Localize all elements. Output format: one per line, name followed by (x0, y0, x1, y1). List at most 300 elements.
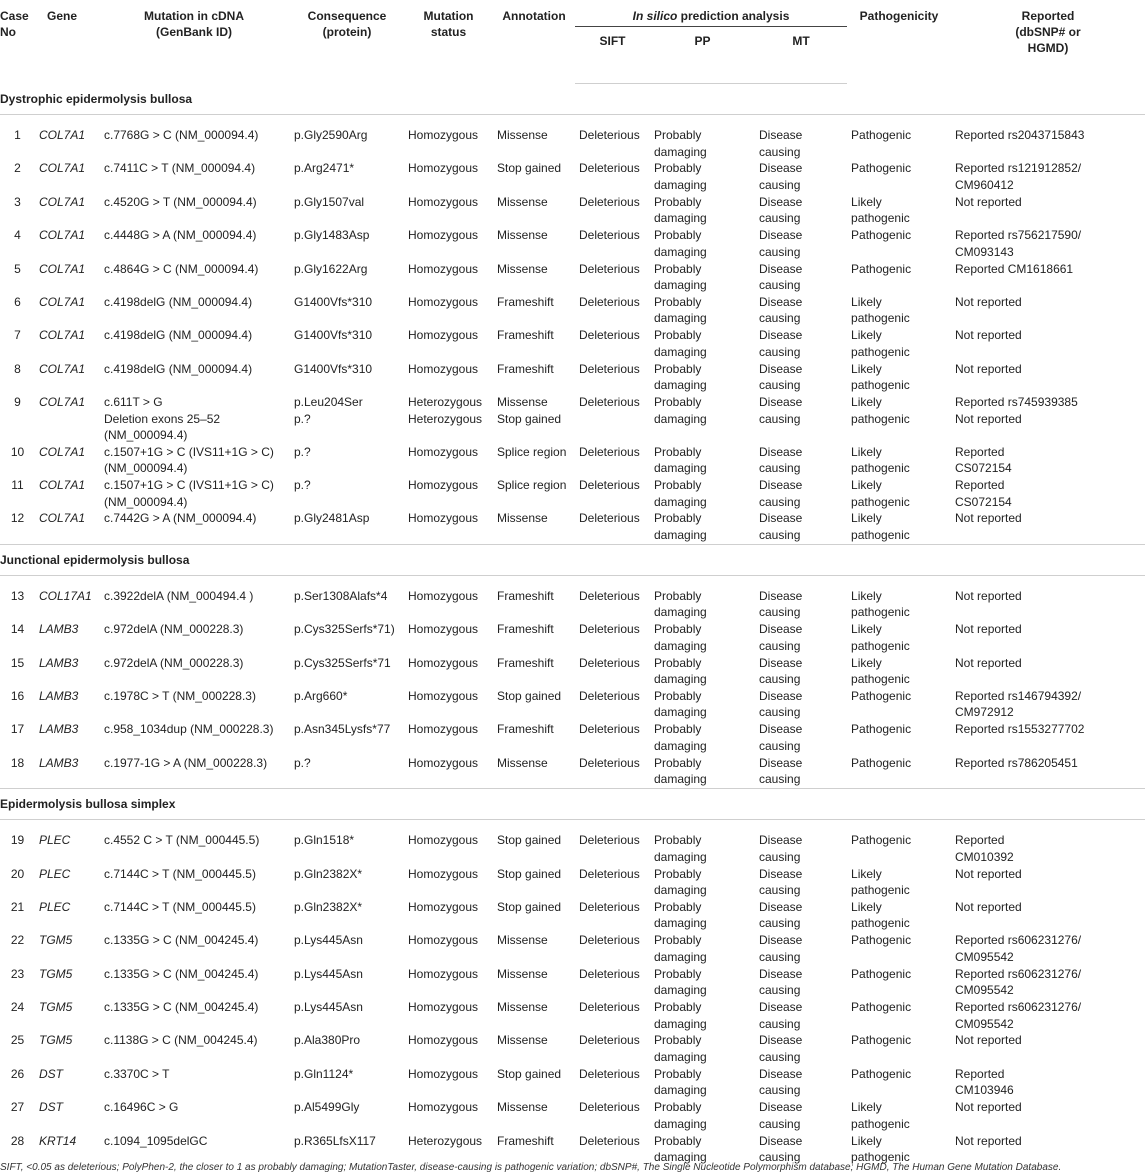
case-cell: 26 (10, 1066, 25, 1081)
cell-line: Likely (851, 361, 882, 376)
reported-cell (951, 1066, 1145, 1099)
cell-line: pathogenic (851, 344, 910, 359)
reported-cell (951, 721, 1145, 754)
sift-cell: Deleterious (579, 194, 640, 209)
consequence-cell (290, 866, 404, 899)
mt-cell (755, 688, 847, 721)
case-cell: 28 (10, 1133, 25, 1148)
cell-line: c.972delA (NM_000228.3) (104, 655, 244, 670)
cell-line: damaging (654, 461, 707, 476)
status-cell (404, 1099, 493, 1132)
sift-cell: Deleterious (579, 866, 640, 881)
cell-line: Not reported (955, 194, 1022, 209)
cell-line: Probably (654, 395, 702, 410)
cell-line: pathogenic (851, 311, 910, 326)
reported-cell (951, 160, 1145, 193)
cell-line: Disease (759, 361, 803, 376)
cell-line: Reported rs606231276/ (955, 933, 1082, 948)
cell-line: Probably (654, 588, 702, 603)
cell-line: CM093143 (955, 244, 1014, 259)
cell-line: Disease (759, 444, 803, 459)
cell-line: Probably (654, 655, 702, 670)
cell-line: damaging (654, 672, 707, 687)
cell-line: causing (759, 1150, 801, 1165)
cell-line: Not reported (955, 588, 1022, 603)
cell-line: Disease (759, 194, 803, 209)
case-cell: 16 (10, 688, 25, 703)
section-header-row (0, 544, 1145, 575)
pathogenicity-cell (847, 361, 951, 394)
header-pathogenicity: Pathogenicity (859, 9, 939, 23)
annotation-cell (493, 832, 575, 865)
cell-line: Pathogenic (851, 1033, 912, 1048)
cell-line: Homozygous (408, 511, 479, 526)
cell-line: Disease (759, 1100, 803, 1115)
pathogenicity-cell (847, 261, 951, 294)
consequence-cell (290, 1032, 404, 1065)
cell-line: p.Gly1507val (294, 194, 365, 209)
cell-line: causing (759, 278, 801, 293)
reported-cell (951, 477, 1145, 510)
section-spacer (0, 820, 1145, 833)
cell-line: Homozygous (408, 328, 479, 343)
cell-line: p.? (294, 411, 311, 426)
cell-line: c.4198delG (NM_000094.4) (104, 328, 253, 343)
cell-line: G1400Vfs*310 (294, 328, 373, 343)
mutation-cell (98, 1066, 290, 1099)
sift-cell: Deleterious (579, 899, 640, 914)
cell-line: causing (759, 916, 801, 931)
cell-line: Stop gained (497, 688, 562, 703)
pp-cell (650, 361, 755, 394)
cell-line: pathogenic (851, 411, 910, 426)
case-cell: 15 (10, 655, 25, 670)
section-title: Dystrophic epidermolysis bullosa (0, 84, 1145, 115)
mutation-cell (98, 999, 290, 1032)
consequence-cell (290, 1066, 404, 1099)
reported-cell (951, 688, 1145, 721)
table-row (0, 261, 1145, 294)
mt-cell (755, 294, 847, 327)
annotation-cell (493, 394, 575, 444)
table-row (0, 160, 1145, 193)
sift-cell: Deleterious (579, 478, 640, 493)
status-cell (404, 510, 493, 544)
mt-cell (755, 899, 847, 932)
table-row (0, 294, 1145, 327)
status-cell (404, 227, 493, 260)
case-cell: 3 (14, 194, 21, 209)
cell-line: Homozygous (408, 1066, 479, 1081)
cell-line: Reported rs756217590/ (955, 228, 1082, 243)
cell-line: Probably (654, 361, 702, 376)
mt-cell (755, 1032, 847, 1065)
cell-line: Not reported (955, 294, 1022, 309)
cell-line: Missense (497, 228, 548, 243)
cell-line: causing (759, 738, 801, 753)
pathogenicity-cell (847, 127, 951, 160)
reported-cell (951, 394, 1145, 444)
consequence-cell (290, 688, 404, 721)
cell-line: causing (759, 461, 801, 476)
cell-line: damaging (654, 494, 707, 509)
status-cell (404, 588, 493, 621)
case-cell: 13 (10, 588, 25, 603)
status-cell (404, 832, 493, 865)
cell-line: p.Gly1483Asp (294, 228, 370, 243)
cell-line: c.1978C > T (NM_000228.3) (104, 688, 256, 703)
mutation-cell (98, 227, 290, 260)
cell-line: Likely (851, 588, 882, 603)
mutation-cell (98, 688, 290, 721)
pp-cell (650, 721, 755, 754)
cell-line: Homozygous (408, 294, 479, 309)
reported-cell (951, 899, 1145, 932)
cell-line: G1400Vfs*310 (294, 361, 373, 376)
cell-line: p.Arg660* (294, 688, 348, 703)
cell-line: c.1335G > C (NM_004245.4) (104, 966, 259, 981)
status-cell (404, 160, 493, 193)
cell-line: Pathogenic (851, 128, 912, 142)
case-cell: 25 (10, 1033, 25, 1048)
sift-cell: Deleterious (579, 755, 640, 770)
mt-cell (755, 999, 847, 1032)
pp-cell (650, 688, 755, 721)
pathogenicity-cell (847, 160, 951, 193)
cell-line: Probably (654, 194, 702, 209)
cell-line: damaging (654, 311, 707, 326)
cell-line: Not reported (955, 622, 1022, 637)
cell-line: Missense (497, 933, 548, 948)
consequence-cell (290, 510, 404, 544)
sift-cell: Deleterious (579, 444, 640, 459)
spacer-cell (0, 575, 1145, 588)
cell-line: damaging (654, 883, 707, 898)
cell-line: Homozygous (408, 1033, 479, 1048)
cell-line: pathogenic (851, 916, 910, 931)
pp-cell (650, 999, 755, 1032)
cell-line: causing (759, 177, 801, 192)
cell-line: Homozygous (408, 933, 479, 948)
mt-cell (755, 327, 847, 360)
cell-line: damaging (654, 1049, 707, 1064)
cell-line: Homozygous (408, 622, 479, 637)
consequence-cell (290, 394, 404, 444)
cell-line: Disease (759, 395, 803, 410)
mutation-cell (98, 1099, 290, 1132)
pathogenicity-cell (847, 688, 951, 721)
pathogenicity-cell (847, 932, 951, 965)
cell-line: Pathogenic (851, 722, 912, 737)
mt-cell (755, 510, 847, 544)
cell-line: Likely (851, 866, 882, 881)
cell-line: c.3370C > T (104, 1066, 170, 1081)
cell-line: damaging (654, 1016, 707, 1031)
cell-line: damaging (654, 177, 707, 192)
table-row (0, 194, 1145, 227)
cell-line: Likely (851, 1100, 882, 1115)
cell-line: damaging (654, 949, 707, 964)
cell-line: Frameshift (497, 722, 554, 737)
cell-line: pathogenic (851, 461, 910, 476)
cell-line: Probably (654, 261, 702, 276)
cell-line: CM095542 (955, 983, 1014, 998)
pp-cell (650, 1066, 755, 1099)
cell-line: causing (759, 605, 801, 620)
cell-line: p.Leu204Ser (294, 395, 363, 410)
cell-line: Homozygous (408, 478, 479, 493)
pathogenicity-cell (847, 755, 951, 789)
cell-line: CM103946 (955, 1083, 1014, 1098)
gene-cell: LAMB3 (39, 722, 79, 737)
cell-line: damaging (654, 378, 707, 393)
mt-cell (755, 477, 847, 510)
cell-line: causing (759, 1116, 801, 1131)
reported-cell (951, 127, 1145, 160)
case-cell: 7 (14, 328, 21, 343)
header-mutation-status: Mutation status (423, 9, 474, 39)
case-cell: 24 (10, 1000, 25, 1015)
cell-line: Not reported (955, 1133, 1022, 1148)
mt-cell (755, 621, 847, 654)
cell-line: Disease (759, 722, 803, 737)
cell-line: Probably (654, 899, 702, 914)
cell-line: Disease (759, 833, 803, 848)
cell-line: (NM_000094.4) (104, 428, 188, 443)
mutation-cell (98, 832, 290, 865)
cell-line: Missense (497, 1100, 548, 1115)
sift-cell: Deleterious (579, 328, 640, 343)
reported-cell (951, 1099, 1145, 1132)
mt-cell (755, 755, 847, 789)
cell-line: pathogenic (851, 605, 910, 620)
consequence-cell (290, 721, 404, 754)
pp-cell (650, 899, 755, 932)
cell-line: Likely (851, 194, 882, 209)
cell-line: Likely (851, 1133, 882, 1148)
case-cell: 17 (10, 722, 25, 737)
table-row (0, 361, 1145, 394)
sift-cell: Deleterious (579, 128, 640, 142)
gene-cell: PLEC (39, 833, 71, 848)
mt-cell (755, 227, 847, 260)
pathogenicity-cell (847, 621, 951, 654)
cell-line: pathogenic (851, 1150, 910, 1165)
cell-line: c.4448G > A (NM_000094.4) (104, 228, 257, 243)
pathogenicity-cell (847, 1066, 951, 1099)
header-gene: Gene (47, 9, 78, 23)
cell-line: Probably (654, 1066, 702, 1081)
cell-line: c.1507+1G > C (IVS11+1G > C) (104, 478, 274, 493)
cell-line: Pathogenic (851, 966, 912, 981)
pathogenicity-cell (847, 966, 951, 999)
case-cell: 10 (10, 444, 25, 459)
table-row (0, 866, 1145, 899)
mt-cell (755, 655, 847, 688)
mutation-cell (98, 966, 290, 999)
cell-line: CM010392 (955, 849, 1014, 864)
mutation-cell (98, 588, 290, 621)
sift-cell: Deleterious (579, 261, 640, 276)
status-cell (404, 755, 493, 789)
pathogenicity-cell (847, 394, 951, 444)
cell-line: Likely (851, 511, 882, 526)
cell-line: causing (759, 949, 801, 964)
annotation-cell (493, 621, 575, 654)
reported-cell (951, 755, 1145, 789)
cell-line: Probably (654, 328, 702, 343)
pp-cell (650, 160, 755, 193)
mt-cell (755, 966, 847, 999)
pp-cell (650, 227, 755, 260)
pp-cell (650, 294, 755, 327)
sift-cell: Deleterious (579, 1033, 640, 1048)
cell-line: Pathogenic (851, 228, 912, 243)
cell-line: Likely (851, 655, 882, 670)
gene-cell: COL7A1 (39, 511, 86, 526)
cell-line: pathogenic (851, 638, 910, 653)
cell-line: Pathogenic (851, 161, 912, 176)
header-case-no: Case No (0, 9, 29, 39)
cell-line: causing (759, 144, 801, 159)
pathogenicity-cell (847, 194, 951, 227)
cell-line: Disease (759, 866, 803, 881)
cell-line: Pathogenic (851, 833, 912, 848)
mt-cell (755, 866, 847, 899)
cell-line: causing (759, 883, 801, 898)
cell-line: Probably (654, 1133, 702, 1148)
table-footnote: SIFT, <0.05 as deleterious; PolyPhen-2, the closer to 1 as probably damaging; MutationTaster, disease-causing is pathogenic variation; dbSNP#, The Single Nucleotide Polymorphism database; HGMD, The Human Gene Mutation Database. (0, 1162, 1062, 1173)
mutation-cell (98, 261, 290, 294)
cell-line: Heterozygous (408, 1133, 483, 1148)
consequence-cell (290, 227, 404, 260)
cell-line: Not reported (955, 899, 1022, 914)
cell-line: damaging (654, 638, 707, 653)
cell-line: c.4520G > T (NM_000094.4) (104, 194, 257, 209)
table-body (0, 84, 1145, 1167)
pp-cell (650, 510, 755, 544)
cell-line: Homozygous (408, 966, 479, 981)
cell-line: Homozygous (408, 1000, 479, 1015)
cell-line: p.Gly1622Arg (294, 261, 368, 276)
mt-cell (755, 588, 847, 621)
cell-line: Not reported (955, 511, 1022, 526)
section-spacer (0, 575, 1145, 588)
table-row (0, 327, 1145, 360)
cell-line: c.958_1034dup (NM_000228.3) (104, 722, 274, 737)
table-row (0, 755, 1145, 789)
cell-line: Disease (759, 1033, 803, 1048)
cell-line: Heterozygous (408, 411, 483, 426)
cell-line: (NM_000094.4) (104, 494, 188, 509)
annotation-cell (493, 966, 575, 999)
gene-cell: COL7A1 (39, 395, 86, 410)
table-row (0, 1032, 1145, 1065)
gene-cell: COL7A1 (39, 161, 86, 176)
mutation-cell (98, 866, 290, 899)
case-cell: 9 (14, 395, 21, 410)
cell-line: causing (759, 527, 801, 542)
sift-cell: Deleterious (579, 588, 640, 603)
cell-line: CM960412 (955, 177, 1014, 192)
table-row (0, 899, 1145, 932)
annotation-cell (493, 510, 575, 544)
cell-line: Reported rs745939385 (955, 395, 1078, 410)
cell-line: Homozygous (408, 899, 479, 914)
cell-line: p.Lys445Asn (294, 1000, 363, 1015)
cell-line: Disease (759, 328, 803, 343)
cell-line: Missense (497, 194, 548, 209)
table-row (0, 227, 1145, 260)
cell-line: damaging (654, 144, 707, 159)
cell-line: Disease (759, 622, 803, 637)
case-cell: 18 (10, 755, 25, 770)
mutation-cell (98, 755, 290, 789)
cell-line: Disease (759, 966, 803, 981)
cell-line: Disease (759, 588, 803, 603)
header-annotation: Annotation (502, 9, 566, 23)
gene-cell: TGM5 (39, 933, 73, 948)
annotation-cell (493, 227, 575, 260)
cell-line: Pathogenic (851, 1000, 912, 1015)
cell-line: Likely (851, 622, 882, 637)
table-row (0, 655, 1145, 688)
reported-cell (951, 294, 1145, 327)
mt-cell (755, 261, 847, 294)
table-row (0, 688, 1145, 721)
annotation-cell (493, 999, 575, 1032)
cell-line: c.4198delG (NM_000094.4) (104, 294, 253, 309)
annotation-cell (493, 444, 575, 477)
cell-line: damaging (654, 983, 707, 998)
cell-line: Probably (654, 755, 702, 770)
cell-line: c.4864G > C (NM_000094.4) (104, 261, 259, 276)
mutation-cell (98, 1032, 290, 1065)
case-cell: 11 (11, 478, 24, 493)
cell-line: p.Gln2382X* (294, 899, 363, 914)
cell-line: Stop gained (497, 899, 562, 914)
case-cell: 1 (14, 128, 21, 142)
cell-line: causing (759, 411, 801, 426)
pp-cell (650, 621, 755, 654)
cell-line: c.611T > G (104, 395, 163, 410)
cell-line: Homozygous (408, 722, 479, 737)
pathogenicity-cell (847, 477, 951, 510)
cell-line: Likely (851, 478, 882, 493)
cell-line: Homozygous (408, 444, 479, 459)
reported-cell (951, 621, 1145, 654)
spacer-cell (0, 820, 1145, 833)
cell-line: c.16496C > G (104, 1100, 179, 1115)
cell-line: damaging (654, 344, 707, 359)
cell-line: c.1507+1G > C (IVS11+1G > C) (104, 444, 274, 459)
table-row (0, 588, 1145, 621)
gene-cell: COL7A1 (39, 444, 86, 459)
reported-cell (951, 327, 1145, 360)
cell-line: Pathogenic (851, 933, 912, 948)
mt-cell (755, 127, 847, 160)
reported-cell (951, 510, 1145, 544)
header-mutation: Mutation in cDNA (GenBank ID) (144, 9, 244, 39)
cell-line: Homozygous (408, 1100, 479, 1115)
cell-line: damaging (654, 849, 707, 864)
gene-cell: COL7A1 (39, 478, 86, 493)
status-cell (404, 1032, 493, 1065)
cell-line: Probably (654, 722, 702, 737)
cell-line: Probably (654, 161, 702, 176)
pp-cell (650, 588, 755, 621)
cell-line: causing (759, 344, 801, 359)
